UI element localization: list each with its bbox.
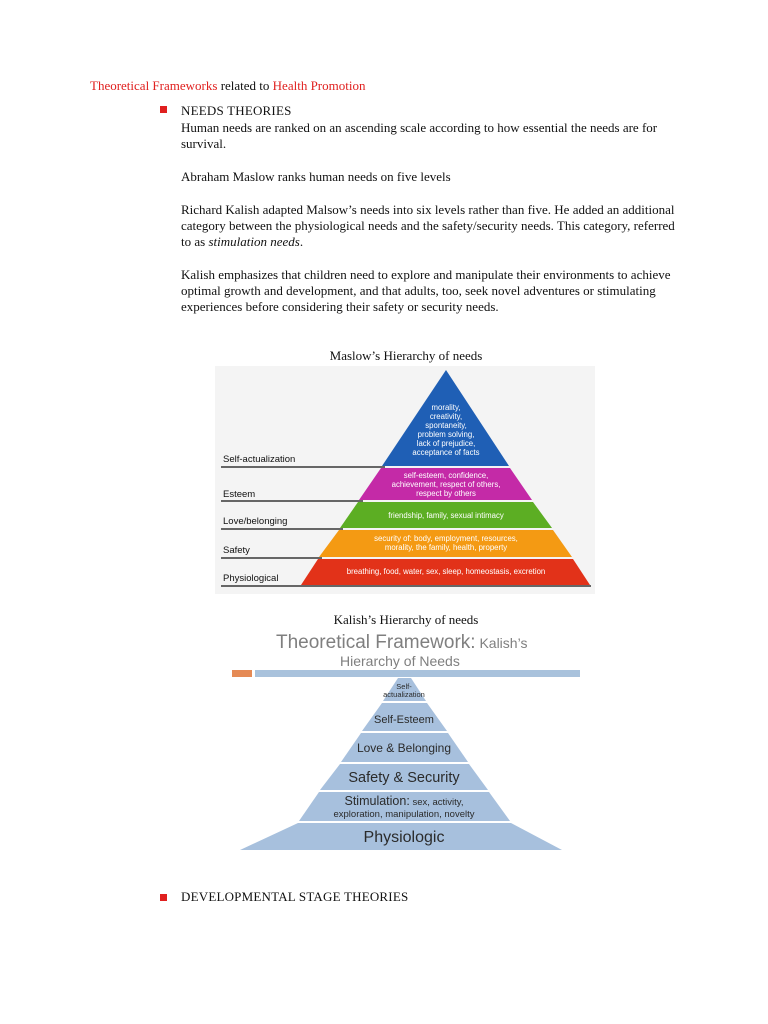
kalish-physiologic: Physiologic xyxy=(363,829,445,846)
kalish-self-esteem: Self-Esteem xyxy=(374,714,434,726)
kalish-title-main: Theoretical Framework: xyxy=(276,632,476,653)
maslow-text-line: friendship, family, sexual intimacy xyxy=(388,511,504,520)
maslow-text-line: acceptance of facts xyxy=(412,448,480,457)
kalish-slide-title xyxy=(276,632,527,654)
document-title xyxy=(90,78,365,94)
kalish-self-actualization-line1: Self- xyxy=(396,682,412,691)
kalish-title-small: Kalish’s xyxy=(475,635,528,651)
maslow-text-line: morality, the family, health, property xyxy=(384,543,508,552)
kalish-stimulation-line2: exploration, manipulation, novelty xyxy=(333,809,475,820)
title-health-promotion: Health Promotion xyxy=(272,78,366,93)
maslow-text-line: lack of prejudice, xyxy=(416,439,476,448)
section-heading-developmental: DEVELOPMENTAL STAGE THEORIES xyxy=(181,889,409,904)
maslow-text-line: respect by others xyxy=(416,489,476,498)
maslow-label-esteem: Esteem xyxy=(223,489,256,500)
bullet-icon xyxy=(160,106,167,113)
maslow-label-love: Love/belonging xyxy=(223,516,288,527)
maslow-text-line: spontaneity, xyxy=(425,421,467,430)
bullet-icon xyxy=(160,894,167,901)
kalish-title-bar xyxy=(255,670,580,677)
kalish-caption: Kalish’s Hierarchy of needs xyxy=(333,612,479,627)
maslow-text-line: breathing, food, water, sex, sleep, homeostasis, excretion xyxy=(346,567,546,576)
maslow-text-line: problem solving, xyxy=(417,430,475,439)
paragraph-needs-ranked: Human needs are ranked on an ascending scale according to how essential the needs are for survival. xyxy=(181,120,658,151)
kalish-stimulation-line1: Stimulation: sex, activity, xyxy=(344,794,464,808)
kalish-adapted-end: . xyxy=(299,234,304,249)
maslow-text-line: achievement, respect of others, xyxy=(391,480,501,489)
kalish-love-belonging: Love & Belonging xyxy=(356,741,452,755)
maslow-label-self-actualization: Self-actualization xyxy=(223,454,296,465)
maslow-text-line: creativity, xyxy=(429,412,463,421)
maslow-label-physiological: Physiological xyxy=(223,573,279,584)
section-heading-needs: NEEDS THEORIES xyxy=(181,103,292,118)
kalish-accent-bar xyxy=(232,670,252,677)
maslow-label-safety: Safety xyxy=(223,545,250,556)
title-frameworks: Theoretical Frameworks xyxy=(90,78,218,93)
maslow-text-line: self-esteem, confidence, xyxy=(403,471,489,480)
kalish-title-line2: Hierarchy of Needs xyxy=(340,653,460,669)
paragraph-maslow: Abraham Maslow ranks human needs on five levels xyxy=(181,169,451,184)
kalish-pyramid xyxy=(228,668,584,854)
maslow-pyramid xyxy=(215,366,595,594)
maslow-caption: Maslow’s Hierarchy of needs xyxy=(329,348,483,363)
paragraph-kalish-emphasizes: Kalish emphasizes that children need to explore and manipulate their environments to achieve optimal growth and development, and that adults, too, seek novel adventures or stimulating experiences before considering their safety or security needs. xyxy=(181,267,671,314)
kalish-self-actualization-line2: actualization xyxy=(383,690,425,699)
maslow-text-line: morality, xyxy=(431,403,461,412)
paragraph-kalish-adapted xyxy=(181,202,681,250)
stimulation-needs-italic: stimulation needs xyxy=(208,234,300,249)
kalish-adapted-text: Richard Kalish adapted Malsow’s needs into six levels rather than five. He added an additional category between the physiological needs and the safety/security needs. This category, referred to as xyxy=(181,202,675,249)
maslow-text-line: security of: body, employment, resources, xyxy=(374,534,518,543)
kalish-safety-security: Safety & Security xyxy=(348,770,460,786)
title-connector: related to xyxy=(217,78,273,93)
